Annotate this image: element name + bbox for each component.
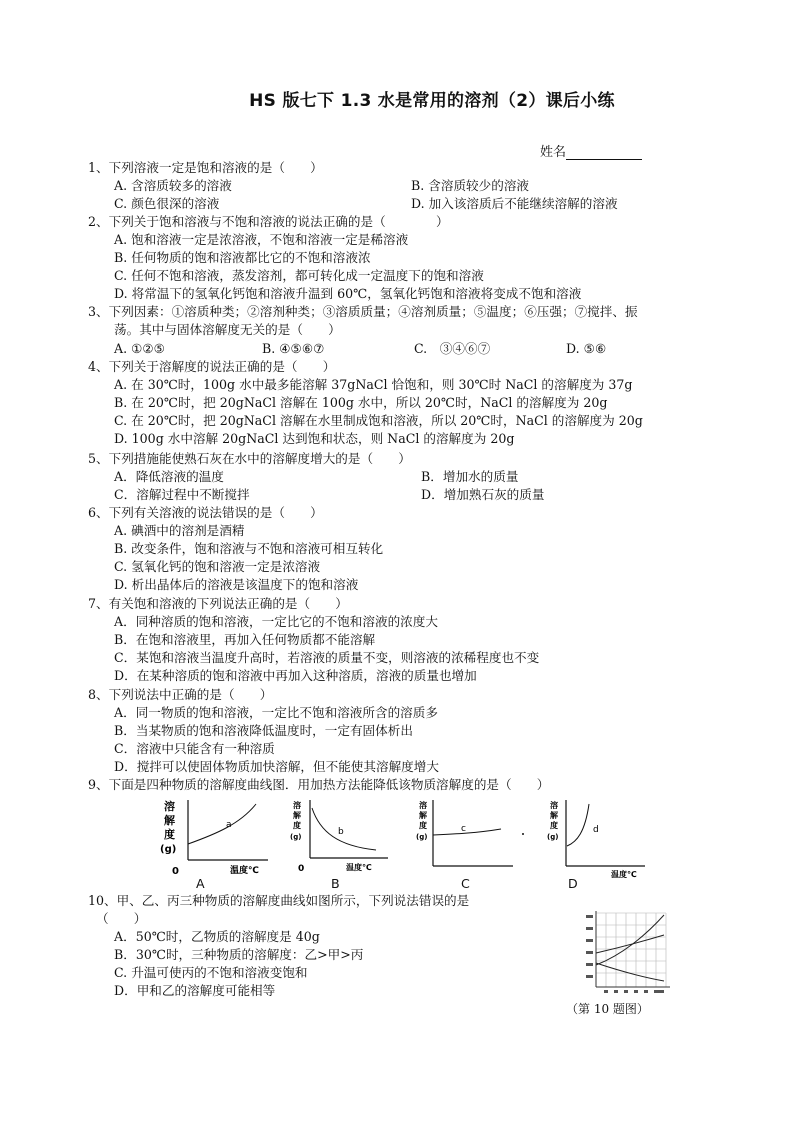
question-7-option-a: A．同种溶质的饱和溶液，一定比它的不饱和溶液的浓度大 xyxy=(114,614,438,629)
graph-c-ylabel-3: 度 xyxy=(419,821,427,830)
graph-d-caption: D xyxy=(568,876,578,891)
question-10-option-b: B．30℃时，三种物质的溶解度：乙>甲>丙 xyxy=(114,947,364,962)
graph-d-ylabel-4: (g) xyxy=(547,833,559,841)
question-2-option-c: C. 任何不饱和溶液，蒸发溶剂，都可转化成一定温度下的饱和溶液 xyxy=(114,268,484,283)
graph-b-origin: 0 xyxy=(298,864,305,874)
question-3-option-b: B. ④⑤⑥⑦ xyxy=(262,341,325,356)
graph-a-curve xyxy=(188,804,256,844)
graph-c-caption: C xyxy=(461,876,470,891)
question-8-option-a: A．同一物质的饱和溶液，一定比不饱和溶液所含的溶质多 xyxy=(114,705,438,720)
question-3-option-d: D. ⑤⑥ xyxy=(566,341,607,356)
graph-a-ylabel-3: 度 xyxy=(164,828,175,841)
question-3-option-a: A. ①②⑤ xyxy=(114,341,165,356)
question-10-option-c: C. 升温可使丙的不饱和溶液变饱和 xyxy=(114,965,308,980)
graph-c-ylabel-2: 解 xyxy=(419,811,427,820)
name-label: 姓名 xyxy=(540,145,567,160)
question-7-stem: 7、有关饱和溶液的下列说法正确的是（ ） xyxy=(88,596,348,611)
graph-c-curve-label: c xyxy=(461,824,466,834)
question-10-stem-cont: （ ） xyxy=(96,911,147,926)
question-1-option-d: D. 加入该溶质后不能继续溶解的溶液 xyxy=(411,196,618,211)
question-6-option-c: C. 氢氧化钙的饱和溶液一定是浓溶液 xyxy=(114,559,321,574)
question-3-option-c: C. ③④⑥⑦ xyxy=(414,341,491,356)
question-10-figure xyxy=(582,909,674,997)
question-3-stem: 3、下列因素：①溶质种类；②溶剂种类；③溶质质量；④溶剂质量；⑤温度；⑥压强；⑦搅拌、振 xyxy=(88,304,638,319)
question-10-option-d: D．甲和乙的溶解度可能相等 xyxy=(114,983,276,998)
question-1-option-b: B. 含溶质较少的溶液 xyxy=(411,178,530,193)
question-7-option-b: B．在饱和溶液里，再加入任何物质都不能溶解 xyxy=(114,632,376,647)
name-field xyxy=(540,141,642,160)
graph-a-curve-label: a xyxy=(226,820,232,830)
graph-b-ylabel-4: (g) xyxy=(290,833,302,841)
question-2-stem: 2、下列关于饱和溶液与不饱和溶液的说法正确的是（ ） xyxy=(88,214,449,229)
question-8-option-b: B．当某物质的饱和溶液降低温度时，一定有固体析出 xyxy=(114,723,413,738)
graph-d-xlabel: 温度℃ xyxy=(611,870,637,878)
graph-d-ylabel-1: 溶 xyxy=(550,801,558,810)
graph-b-ylabel-3: 度 xyxy=(293,821,301,830)
question-1-option-a: A. 含溶质较多的溶液 xyxy=(114,178,232,193)
graph-d xyxy=(545,798,675,878)
question-4-option-b: B. 在 20℃时，把 20gNaCl 溶解在 100g 水中，所以 20℃时，NaCl 的溶解度为 20g xyxy=(114,395,608,410)
question-5-option-d: D．增加熟石灰的质量 xyxy=(421,487,545,502)
graph-a-ylabel-4: (g) xyxy=(160,844,177,855)
question-9-stem: 9、下面是四种物质的溶解度曲线图．用加热方法能降低该物质溶解度的是（ ） xyxy=(88,777,550,792)
question-5-stem: 5、下列措施能使熟石灰在水中的溶解度增大的是（ ） xyxy=(88,451,411,466)
graph-d-curve xyxy=(567,804,589,846)
graph-d-curve-label: d xyxy=(593,825,599,835)
name-blank xyxy=(566,147,642,160)
graph-a-xlabel: 温度℃ xyxy=(230,866,259,876)
question-2-option-a: A. 饱和溶液一定是浓溶液，不饱和溶液一定是稀溶液 xyxy=(114,232,409,247)
graph-a-ylabel-2: 解 xyxy=(164,814,175,827)
question-7-option-c: C．某饱和溶液当温度升高时，若溶液的质量不变，则溶液的浓稀程度也不变 xyxy=(114,650,540,665)
graph-b-ylabel-1: 溶 xyxy=(293,801,301,810)
question-4-option-d: D. 100g 水中溶解 20gNaCl 达到饱和状态，则 NaCl 的溶解度为 20g xyxy=(114,431,515,446)
question-3-stem-cont: 荡。其中与固体溶解度无关的是（ ） xyxy=(114,322,341,337)
question-5-option-b: B．增加水的质量 xyxy=(421,469,519,484)
graph-c-curve xyxy=(433,829,501,835)
question-10-stem: 10、甲、乙、丙三种物质的溶解度曲线如图所示，下列说法错误的是 xyxy=(88,893,470,908)
question-8-option-c: C．溶液中只能含有一种溶质 xyxy=(114,741,275,756)
graph-a xyxy=(150,796,275,878)
graph-b-caption: B xyxy=(331,876,340,891)
question-8-stem: 8、下列说法中正确的是（ ） xyxy=(88,687,273,702)
question-4-option-a: A. 在 30℃时，100g 水中最多能溶解 37gNaCl 恰饱和，则 30℃时 NaCl 的溶解度为 37g xyxy=(114,377,633,392)
graph-a-ylabel-1: 溶 xyxy=(164,800,175,813)
graph-a-caption: A xyxy=(196,876,205,891)
graph-b xyxy=(290,798,405,878)
question-6-stem: 6、下列有关溶液的说法错误的是（ ） xyxy=(88,505,323,520)
graph-d-ylabel-3: 度 xyxy=(550,821,558,830)
question-8-option-d: D．搅拌可以使固体物质加快溶解，但不能使其溶解度增大 xyxy=(114,759,439,774)
question-2-option-d: D. 将常温下的氢氧化钙饱和溶液升温到 60℃，氢氧化钙饱和溶液将变成不饱和溶液 xyxy=(114,286,582,301)
question-2-option-b: B. 任何物质的饱和溶液都比它的不饱和溶液浓 xyxy=(114,250,371,265)
graph-b-curve-label: b xyxy=(338,827,344,837)
question-5-option-c: C．溶解过程中不断搅拌 xyxy=(114,487,250,502)
question-4-stem: 4、下列关于溶解度的说法正确的是（ ） xyxy=(88,359,336,374)
question-6-option-d: D. 析出晶体后的溶液是该温度下的饱和溶液 xyxy=(114,577,359,592)
page-title: HS 版七下 1.3 水是常用的溶剂（2）课后小练 xyxy=(249,91,615,111)
question-5-option-a: A．降低溶液的温度 xyxy=(114,469,224,484)
question-10-figure-caption: （第 10 题图） xyxy=(566,1002,649,1016)
question-1-stem: 1、下列溶液一定是饱和溶液的是（ ） xyxy=(88,160,323,175)
question-10-option-a: A．50℃时，乙物质的溶解度是 40g xyxy=(114,929,320,944)
graph-a-origin: 0 xyxy=(172,866,179,877)
question-1-option-c: C. 颜色很深的溶液 xyxy=(114,196,220,211)
graph-d-ylabel-2: 解 xyxy=(550,811,558,820)
question-6-option-b: B. 改变条件，饱和溶液与不饱和溶液可相互转化 xyxy=(114,541,384,556)
question-4-option-c: C. 在 20℃时，把 20gNaCl 溶解在水里制成饱和溶液，所以 20℃时，NaCl 的溶解度为 20g xyxy=(114,413,643,428)
graph-c-ylabel-4: (g) xyxy=(416,833,428,841)
graph-c-ylabel-1: 溶 xyxy=(419,801,427,810)
question-6-option-a: A. 碘酒中的溶剂是酒精 xyxy=(114,523,245,538)
graph-c xyxy=(415,798,530,878)
graph-b-ylabel-2: 解 xyxy=(293,811,301,820)
question-7-option-d: D．在某种溶质的饱和溶液中再加入这种溶质，溶液的质量也增加 xyxy=(114,668,477,683)
graph-b-xlabel: 温度℃ xyxy=(346,863,372,872)
graph-b-curve xyxy=(312,808,376,850)
